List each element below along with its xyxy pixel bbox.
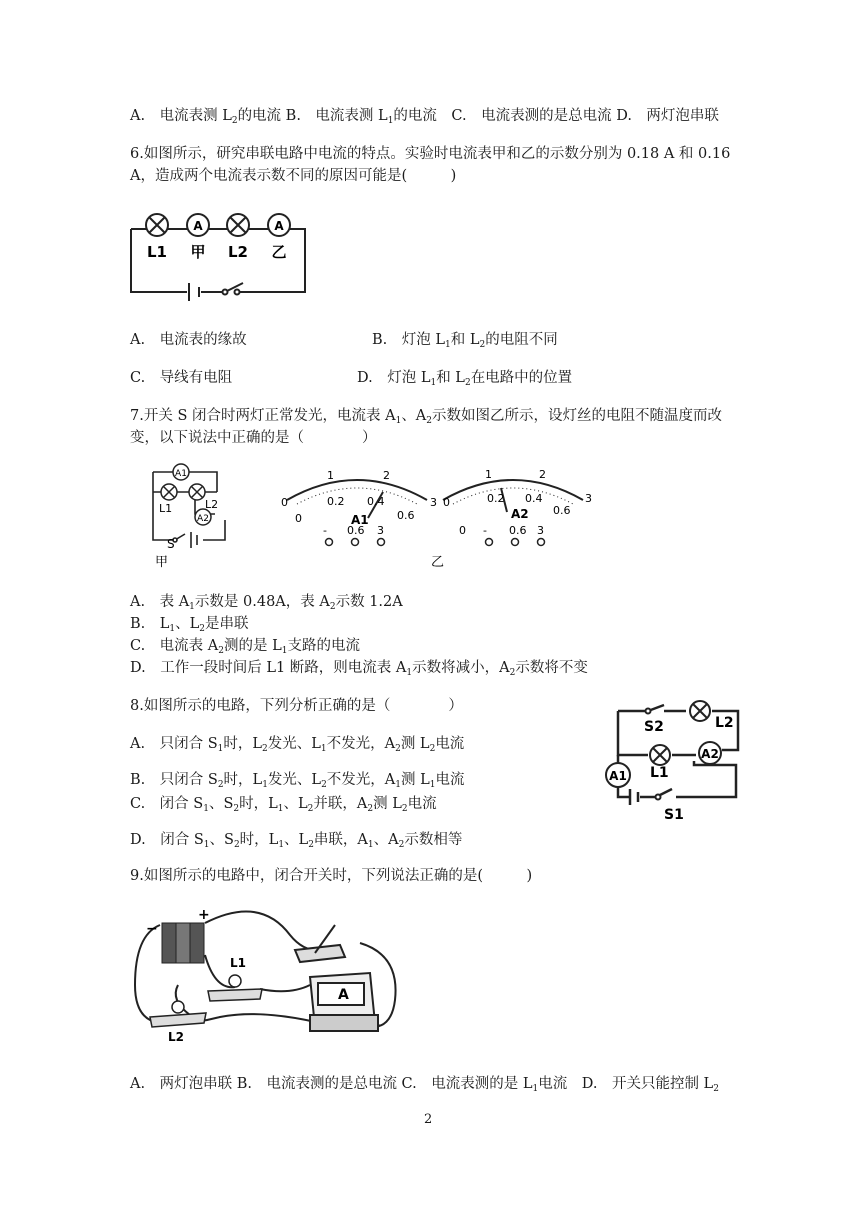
svg-text:-: - (323, 524, 327, 537)
q7-stem-line2: 变，以下说法中正确的是（ ） (130, 430, 377, 446)
q9-lamp-l2 (150, 1001, 206, 1027)
q7-circuit-jia (145, 462, 235, 572)
svg-text:S1: S1 (664, 807, 684, 823)
q9-stem: 9.如图所示的电路中，闭合开关时，下列说法正确的是( ) (130, 868, 533, 884)
q6-label-yi: 乙 (271, 243, 287, 261)
q6-lamp-l2 (227, 214, 249, 236)
svg-text:S: S (167, 537, 175, 551)
svg-text:1: 1 (327, 469, 334, 482)
svg-text:3: 3 (585, 492, 592, 505)
svg-text:0.6: 0.6 (553, 504, 571, 517)
svg-text:0.6: 0.6 (347, 524, 365, 537)
q8-option-b: B. 只闭合 $S_2$时，$L_1$发光、$L_2$不发光，$A_1$测 $L_1$电流 (130, 772, 465, 790)
q7-meters-yi (275, 462, 605, 572)
q6-meter-letter-1: A (193, 219, 203, 233)
q6-option-d: D. 灯泡 $L_1$和 $L_2$在电路中的位置 (357, 370, 573, 388)
q6-option-c: C. 导线有电阻 (130, 370, 233, 386)
svg-text:1: 1 (485, 468, 492, 481)
svg-text:甲: 甲 (155, 555, 169, 570)
q8-option-a: A. 只闭合 $S_1$时，$L_2$发光、$L_1$不发光，$A_2$测 $L_2$电流 (130, 736, 465, 754)
svg-text:2: 2 (539, 468, 546, 481)
q6-stem-line2: A，造成两个电流表示数不同的原因可能是( ) (130, 168, 457, 184)
svg-text:0: 0 (295, 512, 302, 525)
svg-text:A2: A2 (701, 747, 719, 761)
svg-text:0: 0 (443, 496, 450, 509)
svg-text:A1: A1 (609, 769, 627, 783)
q6-label-l1: L1 (147, 243, 167, 261)
q8-circuit-figure (600, 695, 745, 825)
svg-text:3: 3 (430, 496, 437, 509)
svg-text:0.4: 0.4 (367, 495, 385, 508)
svg-text:A: A (338, 987, 349, 1003)
svg-text:3: 3 (537, 524, 544, 537)
svg-text:A2: A2 (511, 507, 529, 521)
q8-stem: 8.如图所示的电路，下列分析正确的是（ ） (130, 698, 463, 714)
svg-text:L2: L2 (205, 498, 219, 511)
q6-circuit-figure (125, 205, 315, 300)
q7-option-b: B. $L_1$、$L_2$是串联 (130, 616, 249, 634)
svg-text:0: 0 (281, 496, 288, 509)
svg-text:乙: 乙 (431, 555, 445, 570)
q8-option-d: D. 闭合 $S_1$、$S_2$时，$L_1$、$L_2$串联，$A_1$、$A_2$示数相等 (130, 832, 463, 850)
svg-text:0.4: 0.4 (525, 492, 543, 505)
q6-option-b: B. 灯泡 $L_1$和 $L_2$的电阻不同 (372, 332, 558, 350)
svg-text:L1: L1 (159, 502, 173, 515)
svg-text:0.6: 0.6 (397, 509, 415, 522)
svg-text:-: - (483, 524, 487, 537)
page-number: 2 (424, 1112, 433, 1127)
svg-text:0.2: 0.2 (487, 492, 505, 505)
q6-meter-letter-2: A (274, 219, 284, 233)
q6-option-a: A. 电流表的缘故 (130, 332, 247, 348)
q9-options-line: A. 两灯泡串联 B. 电流表测的是总电流 C. 电流表测的是 $L_1$电流 D. 开关只能控制 $L_2$ (130, 1076, 719, 1094)
svg-text:L1: L1 (230, 956, 246, 970)
svg-text:A2: A2 (197, 514, 209, 524)
q6-stem-line1: 6.如图所示，研究串联电路中电流的特点。实验时电流表甲和乙的示数分别为 0.18 A 和 0.16 (130, 146, 731, 162)
q7-stem-line1: 7.开关 S 闭合时两灯正常发光，电流表 $A_1$、$A_2$示数如图乙所示，设灯丝的电阻不随温度而改 (130, 408, 723, 426)
q9-circuit-figure (130, 905, 410, 1045)
svg-text:0: 0 (459, 524, 466, 537)
q6-lamp-l1 (146, 214, 168, 236)
svg-text:−: − (146, 921, 158, 937)
svg-text:L1: L1 (650, 765, 669, 781)
svg-text:2: 2 (383, 469, 390, 482)
q9-battery (162, 923, 204, 963)
svg-text:A1: A1 (351, 513, 369, 527)
svg-text:0.6: 0.6 (509, 524, 527, 537)
q9-switch (295, 925, 345, 962)
svg-text:L2: L2 (168, 1030, 184, 1044)
svg-text:S2: S2 (644, 719, 664, 735)
svg-text:+: + (198, 907, 210, 923)
svg-text:A1: A1 (175, 469, 187, 479)
svg-text:L2: L2 (715, 715, 734, 731)
svg-text:0.2: 0.2 (327, 495, 345, 508)
q7-option-d: D. 工作一段时间后 L1 断路，则电流表 $A_1$示数将减小，$A_2$示数将不变 (130, 660, 588, 678)
q8-option-c: C. 闭合 $S_1$、$S_2$时，$L_1$、$L_2$并联，$A_2$测 $L_2$电流 (130, 796, 437, 814)
q7-option-c: C. 电流表 $A_2$测的是 $L_1$支路的电流 (130, 638, 360, 656)
q6-label-jia: 甲 (190, 243, 206, 261)
q6-label-l2: L2 (228, 243, 248, 261)
q5-options-line: A. 电流表测 $L_2$的电流 B. 电流表测 $L_1$的电流 C. 电流表测的是总电流 D. 两灯泡串联 (130, 108, 719, 126)
q7-option-a: A. 表 $A_1$示数是 0.48A，表 $A_2$示数 1.2A (130, 594, 403, 612)
svg-text:3: 3 (377, 524, 384, 537)
